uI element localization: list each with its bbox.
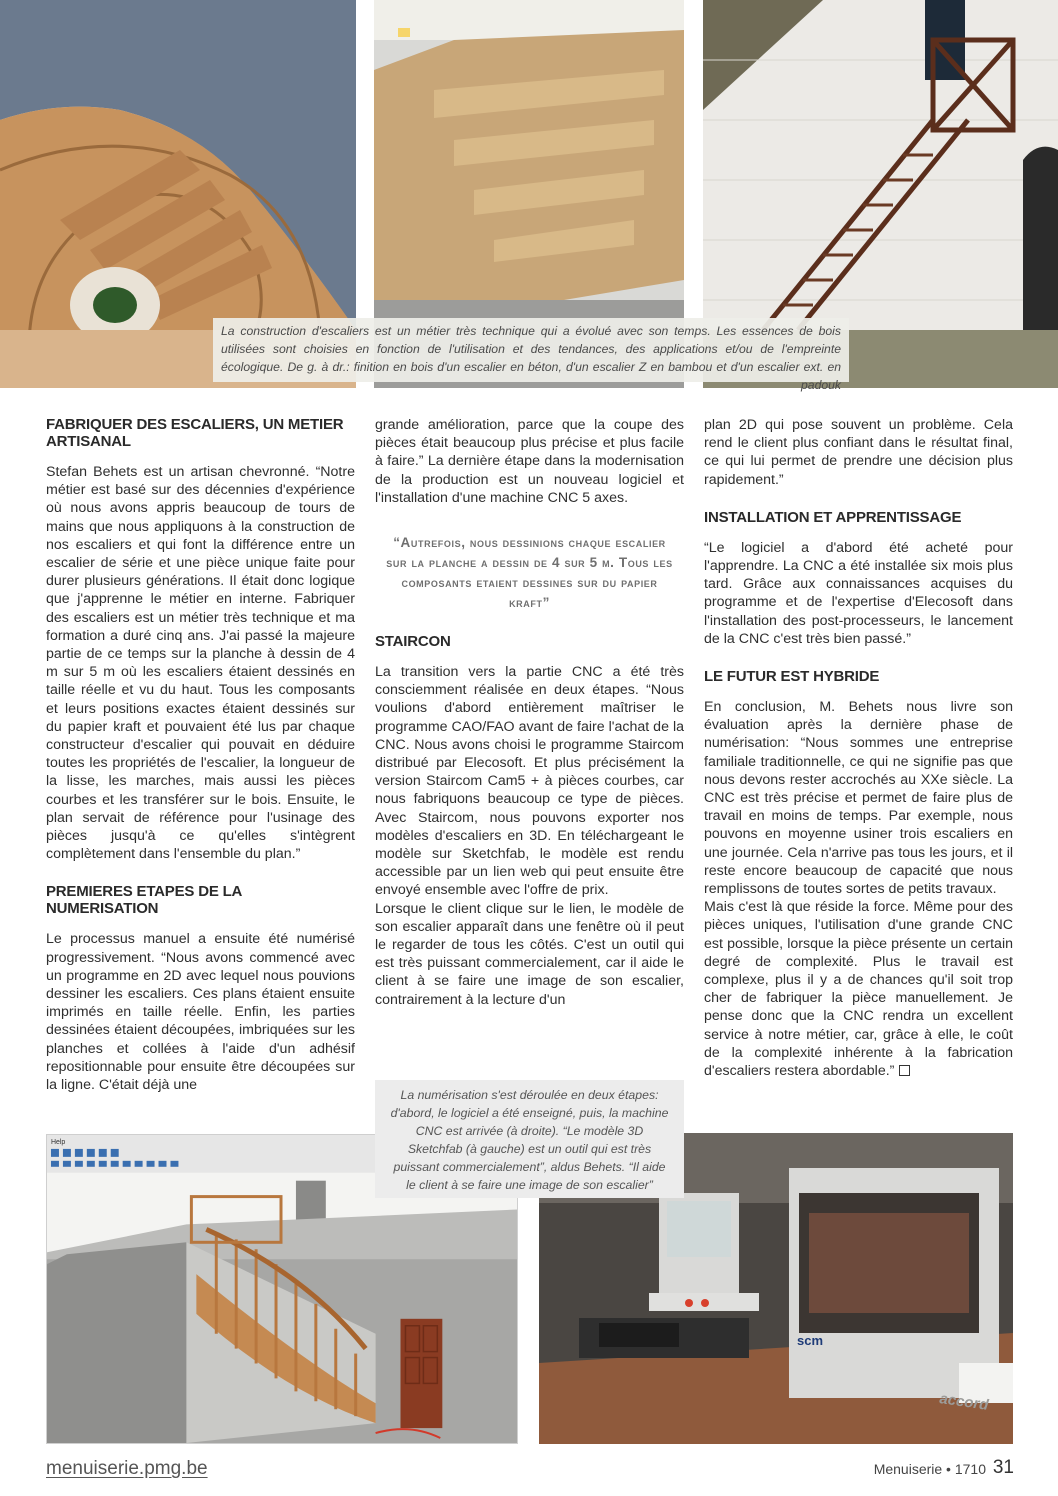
paragraph-plan-2d: plan 2D qui pose souvent un problème. Cela rend le client plus confiant dans le résultat final, ce qui lui permet de prendre une décision plus rapidement.” xyxy=(704,417,1013,488)
paragraph-force-text: Mais c'est là que réside la force. Même pour des pièces uniques, l'utilisation d'une grande CNC est possible, lorsque la pièce présente un certain degré de complexité. Plus le travail est complexe, plus il y a de chances qu'il soit trop cher de fabriquer la pièce manuellement. Je pense donc que la CNC rendra un excellent service à notre métier, car, grâce à elle, le coût de la complexité inhérente à la fabrication d'escaliers restera abordable.” xyxy=(704,899,1013,1080)
footer-magazine-issue: Menuiserie • 1710 xyxy=(873,1461,986,1477)
machine-model-label: accord xyxy=(938,1390,990,1414)
machine-brand-label: scm xyxy=(797,1333,824,1348)
paragraph-intro: Stefan Behets est un artisan chevronné. “Notre métier est basé sur des décennies d'expérience où nous avons appris beaucoup de tours de mains que nous appliquons à la construction de nos escaliers et qui font la différence entre un escalier de série et une pièce unique faite pour durer plusieurs générations. Il était donc logique que j'apprenne le métier en interne. Fabriquer des escaliers est un métier très technique et ma formation a duré cinq ans. J'ai passé la majeure partie de ce temps sur la planche à dessin de 4 m sur 5 m où les escaliers étaient dessinés en taille réelle et vu du haut. Tous les composants et leurs positions exactes étaient dessinés sur du papier kraft et pouvaient été lus par chaque constructeur d'escalier qui pouvait en déduire toutes les propriétés de l'escalier, la longueur de la lisse, les marches, mais aussi les pièces courbes et les transférer sur le bois. Ensuite, le plan servait de référence pour l'usinage des pièces jusqu'à ce qu'elles s'intègrent complètement dans l'ensemble du plan.” xyxy=(46,464,355,863)
page-number: 31 xyxy=(992,1457,1014,1478)
heading-fabriquer: FABRIQUER DES ESCALIERS, UN METIER ARTISANAL xyxy=(46,416,344,450)
paragraph-logiciel: “Le logiciel a d'abord été acheté pour l'apprendre. La CNC a été installée six mois plus tard. Grâce aux connaissances acquises du programme et de l'expertise d'Elecosoft dans l'installation des post-processeurs, le lancement de la CNC c'est très bien passé.” xyxy=(704,539,1013,647)
footer-website-link[interactable]: menuiserie.pmg.be xyxy=(46,1458,208,1479)
paragraph-client-lien: Lorsque le client clique sur le lien, le modèle de son escalier apparaît dans une fenêtre où il peut le regarder de tous les côtés. C'est un outil qui est très puissant commercialement, car il aide le client à se faire une image de son escalier, contrairement à la lecture d'un xyxy=(375,900,684,1008)
paragraph-transition: La transition vers la partie CNC a été très consciemment réalisée en deux étapes. “Nous voulions d'abord entièrement maîtriser le programme CAO/FAO avant de faire l'achat de la CNC. Nous avons choisi le programme Staircom distribué par Elecosoft. Et plus précisément la version Staircom Cam5 + à pièces courbes, car nous fabriquons beaucoup ce type de pièces. Avec Staircom, nous pouvons exporter nos modèles d'escaliers en 3D. En téléchargeant le modèle sur Sketchfab, le modèle est rendu accessible par un lien web qui peut ensuite être envoyé ensemble avec l'offre de prix. xyxy=(375,664,684,899)
paragraph-amelioration: grande amélioration, parce que la coupe des pièces était beaucoup plus précise et plus facile à faire.” La dernière étape dans la modernisation de la production est un nouveau logiciel et l'installation d'une machine CNC 5 axes. xyxy=(375,417,684,506)
heading-installation: INSTALLATION ET APPRENTISSAGE xyxy=(704,508,962,526)
heading-premieres-etapes: PREMIERES ETAPES DE LA NUMERISATION xyxy=(46,883,242,918)
heading-staircon: STAIRCON xyxy=(375,633,451,651)
column-2 xyxy=(375,416,684,1009)
software-menu-label: Help xyxy=(50,1138,66,1146)
column-1 xyxy=(46,416,355,1094)
mid-photo-caption: La numérisation s'est déroulée en deux étapes: d'abord, le logiciel a été enseigné, puis, la machine CNC est arrivée (à droite). “Le modèle 3D Sketchfab (à gauche) est un outil qui est très puissant commercialement”, aldus Behets. “Il aide le client à se faire une image de son escalier” xyxy=(375,1080,684,1198)
top-photo-caption: La construction d'escaliers est un métier très technique qui a évolué avec son temps. Les essences de bois utilisées sont choisies en fonction de l'utilisation et des tendances, des applications et/ou de l'empreinte écologique. De g. à dr.: finition en bois d'un escalier en béton, d'un escalier Z en bambou et d'un escalier ext. en padouk xyxy=(213,318,849,382)
paragraph-force xyxy=(704,898,1013,1080)
end-of-article-icon xyxy=(899,1065,910,1076)
heading-futur-hybride: LE FUTUR EST HYBRIDE xyxy=(704,668,880,686)
pull-quote: “Autrefois, nous dessinions chaque escalier sur la planche a dessin de 4 sur 5 m. Tous les composants etaient dessines sur du papier kraft” xyxy=(386,535,673,611)
paragraph-conclusion: En conclusion, M. Behets nous livre son évaluation après la dernière phase de numérisation: “Nous sommes une entreprise familiale traditionnelle, ce qui ne signifie pas que nous devons rester accrochés au XXe siècle. La CNC est très précise et permet de faire plus de travail en moins de temps. Par exemple, nous pouvons en moyenne usiner trois escaliers en une journée. Cela n'arrive pas tous les jours, et il reste encore beaucoup de capacité que nous remplissons de toutes sortes de petits travaux. xyxy=(704,699,1013,898)
column-3 xyxy=(704,416,1013,1080)
paragraph-numerisation: Le processus manuel a ensuite été numérisé progressivement. “Nous avons commencé avec un programme en 2D avec lequel nous pouvions dessiner les escaliers. Ces plans étaient ensuite imprimés en taille réelle. Enfin, les parties dessinées étaient découpées, imbriquées sur les planches et collées à l'aide d'un adhésif repositionnable pour ensuite être découpées sur la ligne. C'était déjà une xyxy=(46,931,355,1094)
